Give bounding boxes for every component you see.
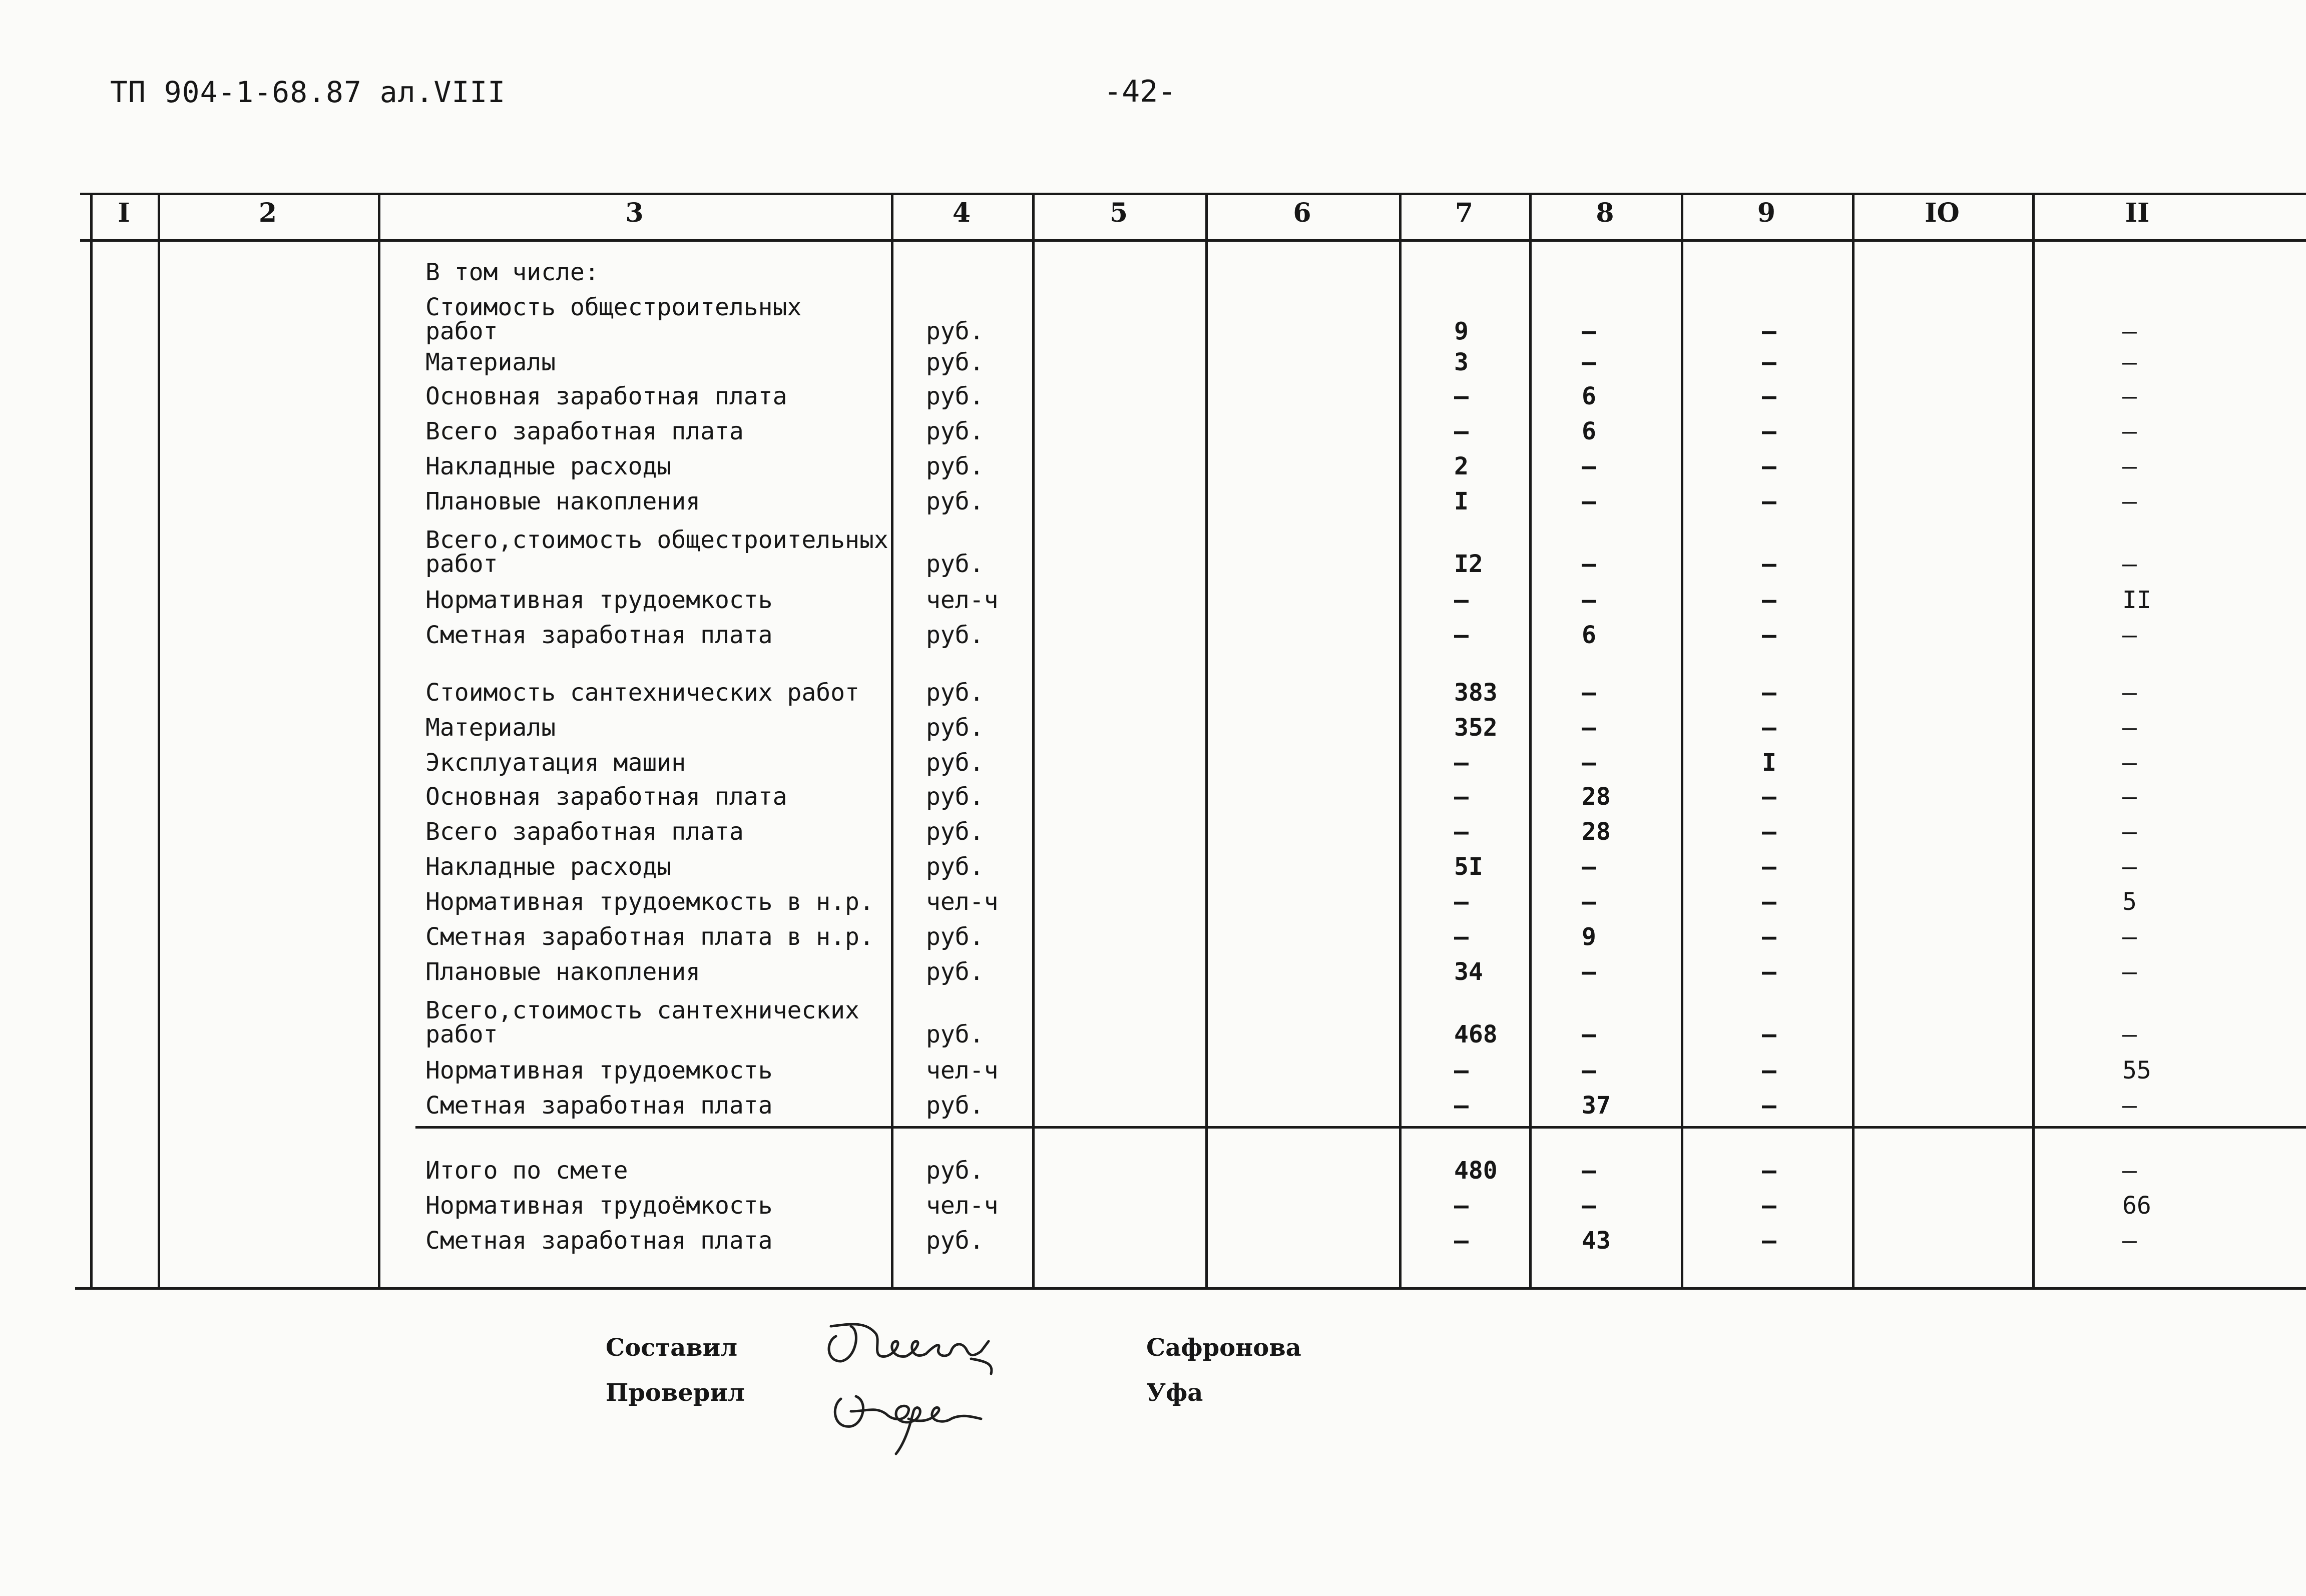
wage-value: –	[1582, 1157, 1596, 1185]
column-number: IO	[1925, 198, 1960, 228]
labor-value: –	[2122, 1157, 2137, 1185]
column-divider	[90, 193, 93, 1287]
column-number: 7	[1455, 198, 1474, 228]
wage-value: 6	[1582, 382, 1596, 410]
item-description: Сметная заработная плата	[425, 621, 773, 649]
column-divider	[1399, 193, 1402, 1287]
unit-cell: руб.	[926, 382, 984, 410]
table-top-rule	[80, 193, 2306, 195]
item-description: работ	[425, 550, 498, 578]
unit-cell: руб.	[926, 1157, 984, 1185]
wage-value: 9	[1582, 923, 1596, 951]
machine-value: –	[1762, 1092, 1776, 1120]
machine-value: –	[1762, 679, 1776, 707]
item-description: Всего,стоимость сантехнических	[425, 996, 859, 1024]
column-number: 8	[1596, 198, 1614, 228]
machine-value: –	[1762, 853, 1776, 881]
cost-value: 468	[1454, 1020, 1498, 1048]
compiled-label: Составил	[606, 1334, 738, 1362]
item-description: работ	[425, 1020, 498, 1048]
machine-value: –	[1762, 586, 1776, 614]
unit-cell: руб.	[926, 550, 984, 578]
labor-value: –	[2122, 923, 2137, 951]
document-code: ТП 904-1-68.87 ал.VIII	[110, 75, 506, 109]
handwritten-signatures	[821, 1311, 1051, 1456]
cost-value: –	[1454, 783, 1469, 811]
unit-cell: руб.	[926, 818, 984, 846]
labor-value: –	[2122, 1092, 2137, 1120]
cost-value: –	[1454, 417, 1469, 445]
column-divider	[1681, 193, 1683, 1287]
column-number: 6	[1293, 198, 1311, 228]
unit-cell: чел-ч	[926, 1056, 999, 1085]
item-description: Эксплуатация машин	[425, 749, 686, 777]
compiler-name: Сафронова	[1146, 1334, 1301, 1362]
labor-value: 66	[2122, 1192, 2151, 1220]
item-description: Всего заработная плата	[425, 818, 744, 846]
unit-cell: чел-ч	[926, 586, 999, 614]
unit-cell: руб.	[926, 417, 984, 445]
labor-value: –	[2122, 348, 2137, 376]
wage-value: –	[1582, 586, 1596, 614]
wage-value: –	[1582, 452, 1596, 480]
labor-value: –	[2122, 1020, 2137, 1048]
item-description: Плановые накопления	[425, 958, 701, 986]
machine-value: –	[1762, 317, 1776, 345]
machine-value: –	[1762, 452, 1776, 480]
cost-value: 9	[1454, 317, 1469, 345]
labor-value: –	[2122, 958, 2137, 986]
unit-cell: руб.	[926, 621, 984, 649]
item-description: Всего заработная плата	[425, 417, 744, 445]
unit-cell: руб.	[926, 487, 984, 515]
machine-value: –	[1762, 783, 1776, 811]
machine-value: I	[1762, 749, 1776, 777]
cost-value: 383	[1454, 679, 1498, 707]
item-description: Накладные расходы	[425, 853, 672, 881]
wage-value: –	[1582, 348, 1596, 376]
machine-value: –	[1762, 417, 1776, 445]
labor-value: –	[2122, 550, 2137, 578]
page-number: -42-	[1104, 74, 1176, 109]
wage-value: –	[1582, 487, 1596, 515]
labor-value: 5	[2122, 888, 2137, 916]
cost-value: –	[1454, 1227, 1469, 1255]
table-totals-rule	[415, 1126, 2306, 1129]
cost-value: –	[1454, 382, 1469, 410]
cost-value: –	[1454, 1056, 1469, 1085]
column-divider	[1529, 193, 1532, 1287]
machine-value: –	[1762, 1056, 1776, 1085]
item-description: Сметная заработная плата	[425, 1227, 773, 1255]
item-description: Сметная заработная плата в н.р.	[425, 923, 874, 951]
machine-value: –	[1762, 958, 1776, 986]
wage-value: –	[1582, 749, 1596, 777]
unit-cell: руб.	[926, 853, 984, 881]
cost-value: 352	[1454, 714, 1498, 742]
item-description: В том числе:	[425, 258, 599, 286]
labor-value: –	[2122, 452, 2137, 480]
machine-value: –	[1762, 714, 1776, 742]
unit-cell: руб.	[926, 452, 984, 480]
machine-value: –	[1762, 888, 1776, 916]
column-divider	[1205, 193, 1208, 1287]
labor-value: –	[2122, 487, 2137, 515]
column-divider	[891, 193, 893, 1287]
machine-value: –	[1762, 382, 1776, 410]
column-divider	[158, 193, 160, 1287]
item-description: Итого по смете	[425, 1157, 628, 1185]
cost-value: 3	[1454, 348, 1469, 376]
unit-cell: руб.	[926, 1227, 984, 1255]
column-number: II	[2125, 198, 2150, 228]
wage-value: –	[1582, 1192, 1596, 1220]
cost-value: 2	[1454, 452, 1469, 480]
unit-cell: руб.	[926, 679, 984, 707]
labor-value: –	[2122, 417, 2137, 445]
wage-value: –	[1582, 853, 1596, 881]
table-bottom-rule	[75, 1287, 2306, 1290]
item-description: Сметная заработная плата	[425, 1092, 773, 1120]
labor-value: –	[2122, 317, 2137, 345]
item-description: Основная заработная плата	[425, 783, 787, 811]
wage-value: –	[1582, 317, 1596, 345]
machine-value: –	[1762, 1020, 1776, 1048]
unit-cell: руб.	[926, 783, 984, 811]
unit-cell: руб.	[926, 317, 984, 345]
labor-value: 55	[2122, 1056, 2151, 1085]
wage-value: 37	[1582, 1092, 1611, 1120]
item-description: Материалы	[425, 348, 556, 376]
wage-value: –	[1582, 1020, 1596, 1048]
machine-value: –	[1762, 1192, 1776, 1220]
wage-value: 28	[1582, 818, 1611, 846]
cost-value: –	[1454, 818, 1469, 846]
labor-value: –	[2122, 749, 2137, 777]
wage-value: –	[1582, 714, 1596, 742]
item-description: Всего,стоимость общестроительных	[425, 526, 888, 554]
column-divider	[1852, 193, 1855, 1287]
checker-name: Уфа	[1146, 1379, 1203, 1407]
wage-value: –	[1582, 958, 1596, 986]
machine-value: –	[1762, 1227, 1776, 1255]
cost-value: I2	[1454, 550, 1483, 578]
cost-value: –	[1454, 1092, 1469, 1120]
machine-value: –	[1762, 348, 1776, 376]
column-number: 3	[625, 198, 644, 228]
labor-value: –	[2122, 621, 2137, 649]
wage-value: 28	[1582, 783, 1611, 811]
item-description: Основная заработная плата	[425, 382, 787, 410]
column-number: 9	[1757, 198, 1776, 228]
machine-value: –	[1762, 487, 1776, 515]
wage-value: 6	[1582, 621, 1596, 649]
column-divider	[1032, 193, 1035, 1287]
labor-value: –	[2122, 679, 2137, 707]
item-description: Плановые накопления	[425, 487, 701, 515]
wage-value: –	[1582, 1056, 1596, 1085]
labor-value: –	[2122, 382, 2137, 410]
cost-value: –	[1454, 923, 1469, 951]
item-description: Стоимость общестроительных	[425, 293, 802, 321]
unit-cell: чел-ч	[926, 1192, 999, 1220]
item-description: Нормативная трудоёмкость	[425, 1192, 773, 1220]
column-number: 4	[952, 198, 971, 228]
labor-value: –	[2122, 714, 2137, 742]
cost-value: 34	[1454, 958, 1483, 986]
column-divider	[378, 193, 380, 1287]
item-description: Нормативная трудоемкость	[425, 586, 773, 614]
machine-value: –	[1762, 621, 1776, 649]
item-description: работ	[425, 317, 498, 345]
wage-value: –	[1582, 679, 1596, 707]
column-number: I	[118, 198, 130, 228]
cost-value: –	[1454, 888, 1469, 916]
item-description: Нормативная трудоемкость	[425, 1056, 773, 1085]
labor-value: II	[2122, 586, 2151, 614]
labor-value: –	[2122, 1227, 2137, 1255]
wage-value: –	[1582, 888, 1596, 916]
unit-cell: руб.	[926, 1020, 984, 1048]
machine-value: –	[1762, 550, 1776, 578]
unit-cell: руб.	[926, 714, 984, 742]
item-description: Материалы	[425, 714, 556, 742]
column-divider	[2032, 193, 2035, 1287]
labor-value: –	[2122, 818, 2137, 846]
cost-value: –	[1454, 586, 1469, 614]
cost-value: 480	[1454, 1157, 1498, 1185]
machine-value: –	[1762, 1157, 1776, 1185]
item-description: Накладные расходы	[425, 452, 672, 480]
unit-cell: чел-ч	[926, 888, 999, 916]
wage-value: 43	[1582, 1227, 1611, 1255]
wage-value: –	[1582, 550, 1596, 578]
labor-value: –	[2122, 853, 2137, 881]
wage-value: 6	[1582, 417, 1596, 445]
column-number: 2	[258, 198, 277, 228]
cost-value: –	[1454, 1192, 1469, 1220]
unit-cell: руб.	[926, 923, 984, 951]
column-number: 5	[1109, 198, 1128, 228]
machine-value: –	[1762, 818, 1776, 846]
machine-value: –	[1762, 923, 1776, 951]
cost-value: I	[1454, 487, 1469, 515]
table-header-rule	[80, 239, 2306, 242]
item-description: Стоимость сантехнических работ	[425, 679, 859, 707]
checked-label: Проверил	[606, 1379, 745, 1407]
unit-cell: руб.	[926, 958, 984, 986]
labor-value: –	[2122, 783, 2137, 811]
item-description: Нормативная трудоемкость в н.р.	[425, 888, 874, 916]
unit-cell: руб.	[926, 1092, 984, 1120]
unit-cell: руб.	[926, 749, 984, 777]
cost-value: –	[1454, 749, 1469, 777]
cost-value: 5I	[1454, 853, 1483, 881]
cost-value: –	[1454, 621, 1469, 649]
unit-cell: руб.	[926, 348, 984, 376]
